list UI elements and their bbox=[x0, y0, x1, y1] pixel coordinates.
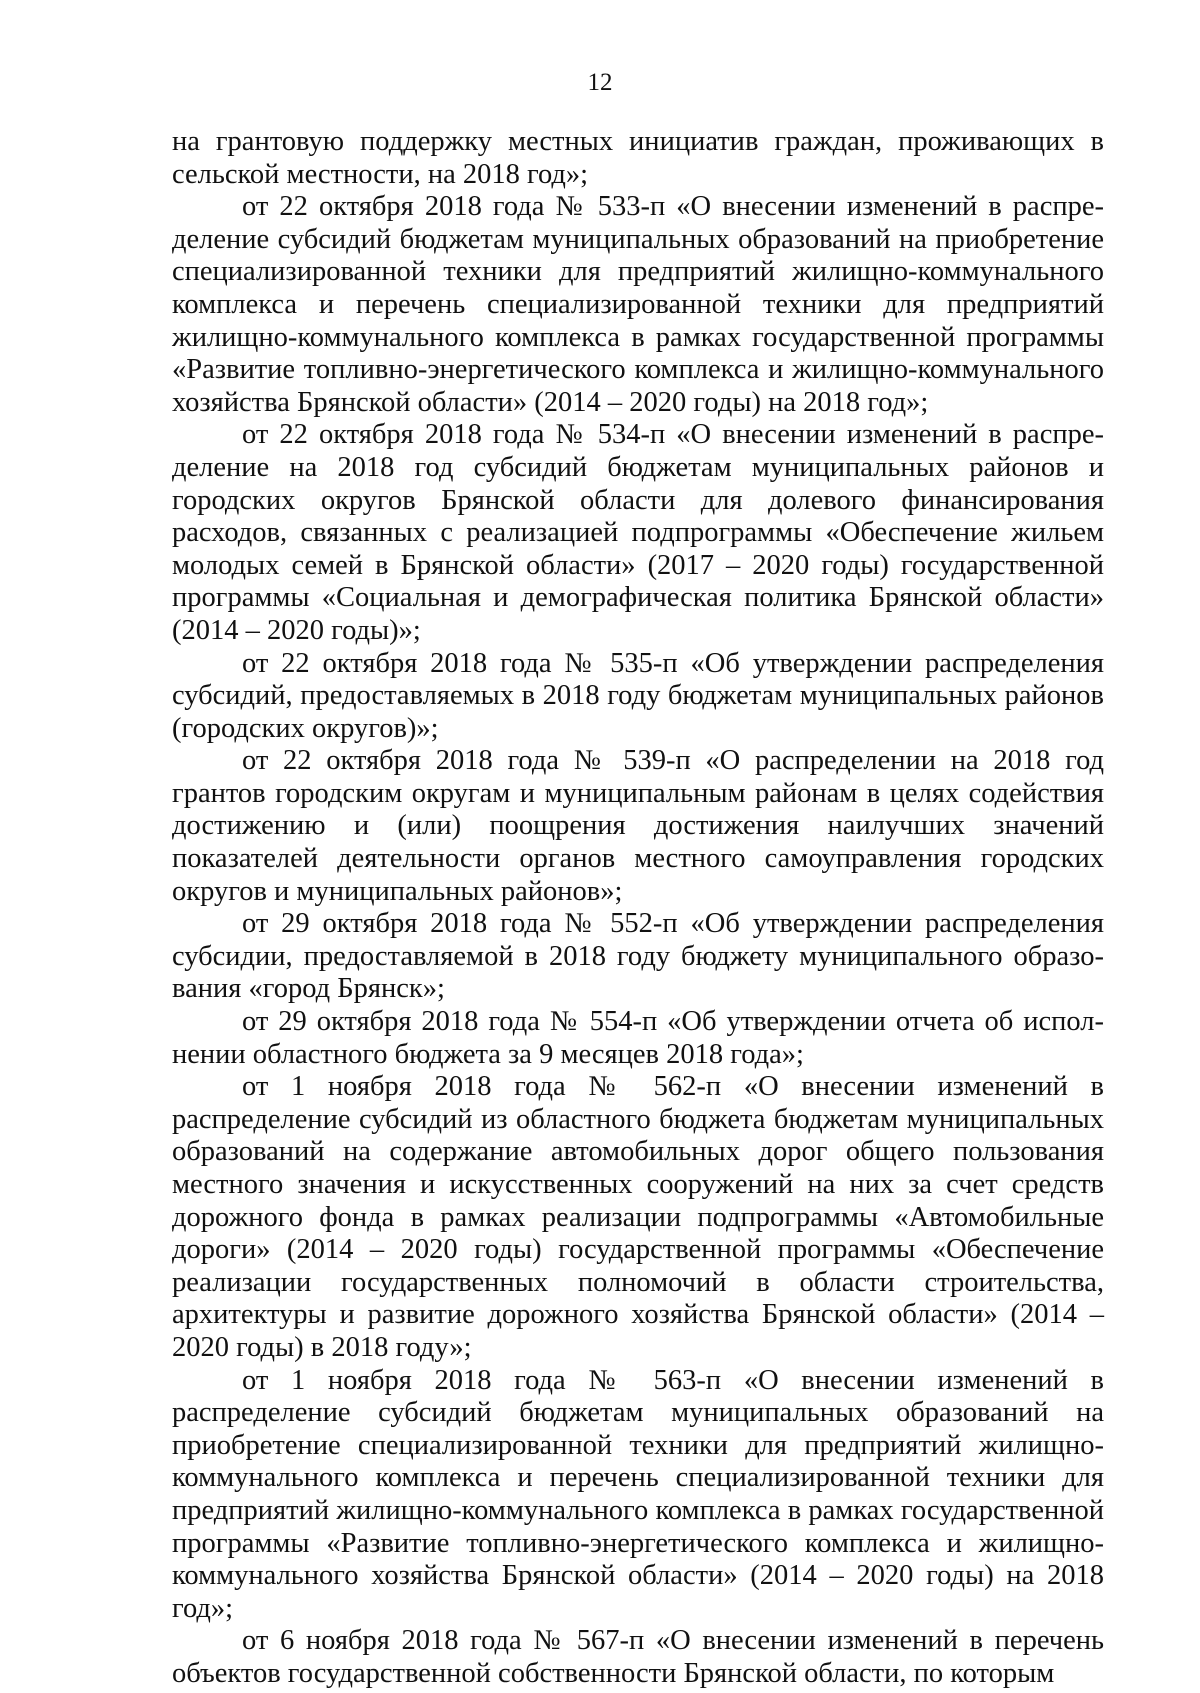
paragraph-decree-552: от 29 октября 2018 года № 552-п «Об утверждении распределения субсидии, предоставляемой в 2018 году бюджету муниципального образования «город Брянск»; bbox=[172, 908, 1104, 1005]
paragraph-continuation: на грантовую поддержку местных инициатив граждан, проживающих в сельской местности, на 2018 год»; bbox=[172, 126, 1104, 190]
paragraph-decree-563: от 1 ноября 2018 года № 563-п «О внесении изменений в распределение субсидий бюджетам муниципальных образований на приобретение специализированной техники для предприятий жилищно-коммунального комплекса и перечень специализированной техники для предприятий жилищно-коммунального комплекса в рамках государственной программы «Развитие топливно-энергетического комплекса и жилищно-коммунального хозяйства Брянской области» (2014 – 2020 годы) на 2018 год»; bbox=[172, 1364, 1104, 1624]
document-body bbox=[172, 126, 1104, 1691]
paragraph-decree-554: от 29 октября 2018 года № 554-п «Об утверждении отчета об исполнении областного бюджета за 9 месяцев 2018 года»; bbox=[172, 1006, 1104, 1070]
paragraph-decree-534: от 22 октября 2018 года № 534-п «О внесении изменений в распределение на 2018 год субсидий бюджетам муниципальных районов и городских округов Брянской области для долевого финансирования расходов, связанных с реализацией подпрограммы «Обеспечение жильем молодых семей в Брянской области» (2017 – 2020 годы) государственной программы «Социальная и демографическая политика Брянской области» (2014 – 2020 годы)»; bbox=[172, 419, 1104, 646]
paragraph-decree-533: от 22 октября 2018 года № 533-п «О внесении изменений в распределение субсидий бюджетам муниципальных образований на приобретение специализированной техники для предприятий жилищно-коммунального комплекса и перечень специализированной техники для предприятий жилищно-коммунального комплекса в рамках государственной программы «Развитие топливно-энергетического комплекса и жилищно-коммунального хозяйства Брянской области» (2014 – 2020 годы) на 2018 год»; bbox=[172, 191, 1104, 418]
paragraph-decree-539: от 22 октября 2018 года № 539-п «О распределении на 2018 год грантов городским округам и муниципальным районам в целях содействия достижению и (или) поощрения достижения наилучших значений показателей деятельности органов местного самоуправления городских округов и муниципальных районов»; bbox=[172, 745, 1104, 907]
paragraph-decree-562: от 1 ноября 2018 года № 562-п «О внесении изменений в распределение субсидий из областного бюджета бюджетам муниципальных образований на содержание автомобильных дорог общего пользования местного значения и искусственных сооружений на них за счет средств дорожного фонда в рамках реализации подпрограммы «Автомобильные дороги» (2014 – 2020 годы) государственной программы «Обеспечение реализации государственных полномочий в области строительства, архитектуры и развитие дорожного хозяйства Брянской области» (2014 – 2020 годы) в 2018 году»; bbox=[172, 1071, 1104, 1363]
paragraph-decree-567: от 6 ноября 2018 года № 567-п «О внесении изменений в перечень объектов государственной собственности Брянской области, по которым bbox=[172, 1625, 1104, 1689]
paragraph-decree-535: от 22 октября 2018 года № 535-п «Об утверждении распределения субсидий, предоставляемых в 2018 году бюджетам муниципальных районов (городских округов)»; bbox=[172, 647, 1104, 744]
page-number: 12 bbox=[587, 69, 613, 96]
